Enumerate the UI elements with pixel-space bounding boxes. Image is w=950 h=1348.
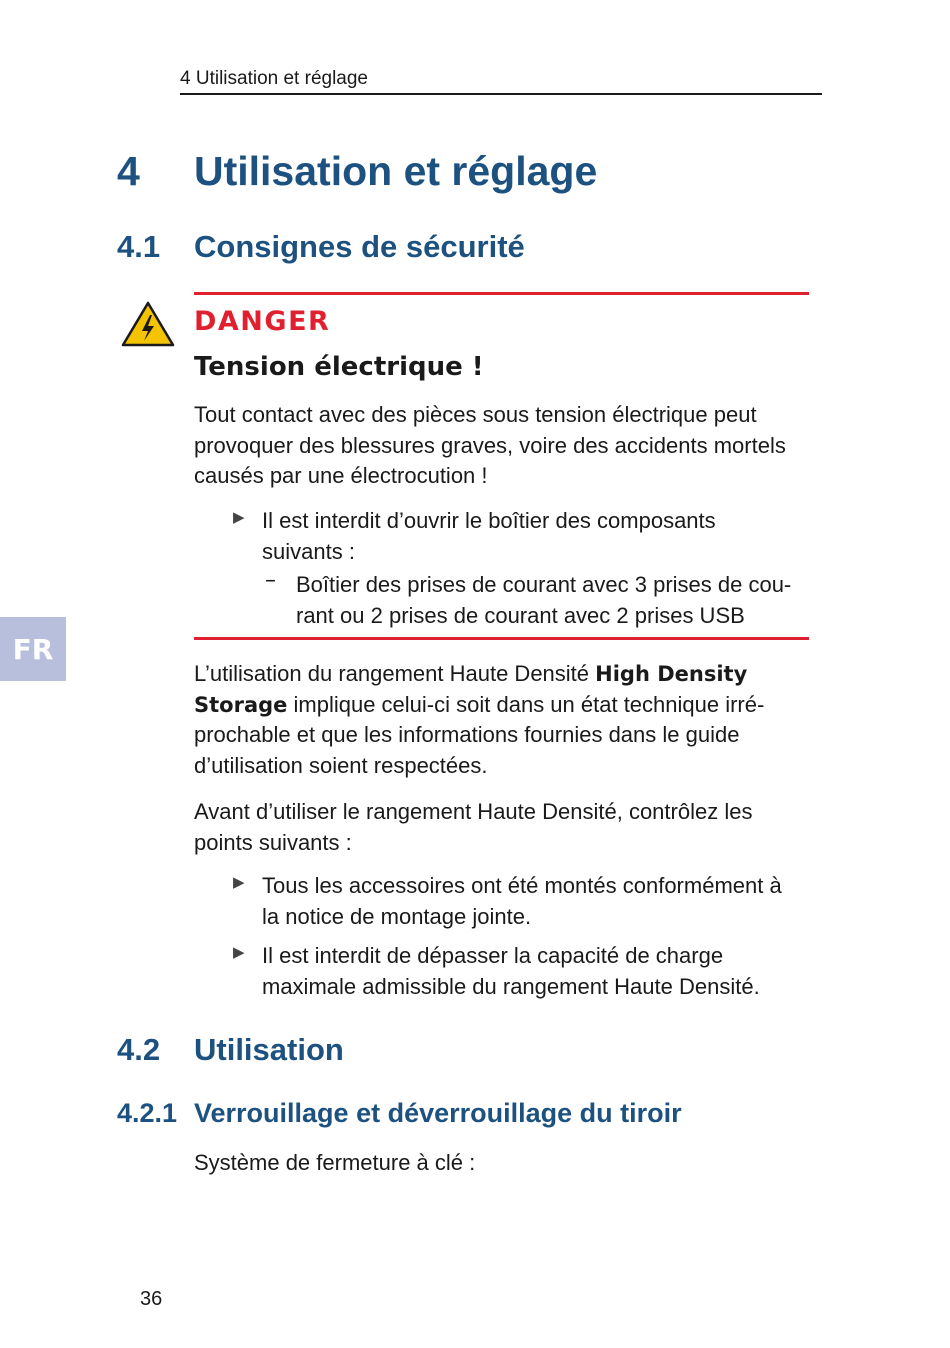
bullet-arrow-icon: ▶ bbox=[233, 508, 245, 526]
text-line: d’utilisation soient respectées. bbox=[194, 752, 488, 778]
danger-sub-bullet bbox=[296, 570, 791, 631]
text-line: rant ou 2 prises de courant avec 2 prises USB bbox=[296, 602, 745, 628]
text-line: prochable et que les informations fournies dans le guide bbox=[194, 722, 740, 747]
text-line: points suivants : bbox=[194, 829, 352, 855]
subsection-number: 4.2.1 bbox=[117, 1098, 178, 1128]
text-line: Avant d’utiliser le rangement Haute Densité, contrôlez les bbox=[194, 799, 753, 824]
subsection-title: Verrouillage et déverrouillage du tiroir bbox=[194, 1098, 682, 1128]
text-line: Tous les accessoires ont été montés conformément à bbox=[262, 873, 782, 898]
section-title: Utilisation bbox=[194, 1032, 344, 1067]
header-rule bbox=[180, 93, 822, 95]
check-bullet bbox=[262, 941, 760, 1002]
danger-bullet bbox=[262, 506, 716, 567]
danger-label: DANGER bbox=[194, 306, 331, 337]
section-number: 4.2 bbox=[117, 1032, 161, 1067]
bullet-arrow-icon: ▶ bbox=[233, 943, 245, 961]
chapter-number: 4 bbox=[117, 148, 140, 194]
text-line: maximale admissible du rangement Haute Densité. bbox=[262, 973, 760, 999]
bullet-arrow-icon: ▶ bbox=[233, 873, 245, 891]
product-name: Storage bbox=[194, 692, 288, 717]
danger-text bbox=[194, 400, 786, 492]
danger-title: Tension électrique ! bbox=[194, 352, 484, 382]
chapter-title: Utilisation et réglage bbox=[194, 148, 598, 194]
lock-paragraph: Système de fermeture à clé : bbox=[194, 1150, 476, 1175]
text-line: suivants : bbox=[262, 538, 355, 564]
running-header: 4 Utilisation et réglage bbox=[180, 68, 368, 89]
text-span: implique celui-ci soit dans un état technique irré- bbox=[287, 691, 765, 717]
section-title: Consignes de sécurité bbox=[194, 229, 525, 264]
usage-paragraph bbox=[194, 659, 764, 781]
warning-electric-icon bbox=[121, 300, 175, 348]
text-span: L’utilisation du rangement Haute Densité bbox=[194, 661, 596, 686]
check-bullet bbox=[262, 871, 782, 932]
language-tab bbox=[0, 617, 66, 681]
text-line: causés par une électrocution ! bbox=[194, 463, 488, 488]
text-line: la notice de montage jointe. bbox=[262, 903, 532, 929]
danger-bottom-rule bbox=[194, 637, 809, 640]
text-line: Boîtier des prises de courant avec 3 prises de cou- bbox=[296, 572, 792, 597]
product-name: High Density bbox=[595, 662, 748, 686]
check-paragraph bbox=[194, 797, 752, 858]
section-number: 4.1 bbox=[117, 229, 161, 264]
text-line: Il est interdit de dépasser la capacité de charge bbox=[262, 943, 724, 968]
language-tab-label: FR bbox=[12, 632, 54, 666]
text-line: Il est interdit d’ouvrir le boîtier des composants bbox=[262, 508, 716, 533]
danger-top-rule bbox=[194, 292, 809, 295]
dash-bullet-icon: – bbox=[265, 568, 276, 593]
page-number: 36 bbox=[140, 1288, 163, 1310]
text-line: Tout contact avec des pièces sous tension électrique peut bbox=[194, 402, 757, 427]
text-line: provoquer des blessures graves, voire des accidents mortels bbox=[194, 432, 786, 458]
